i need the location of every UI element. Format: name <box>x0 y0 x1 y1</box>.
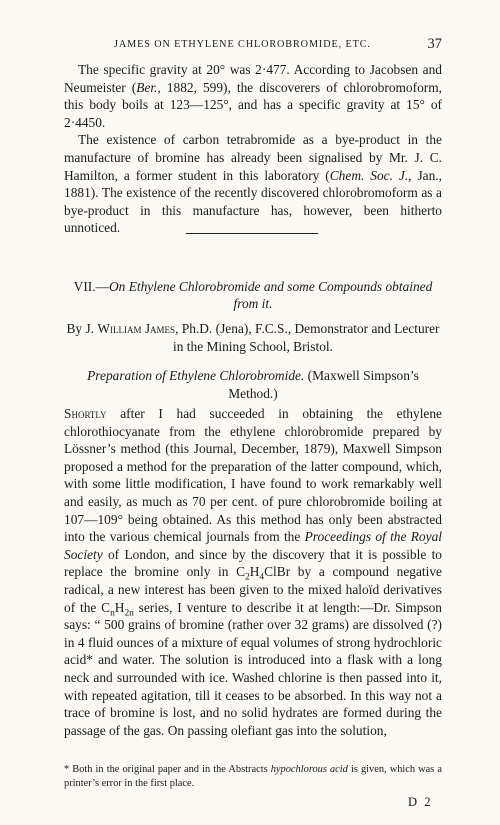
section-subtitle: Preparation of Ethylene Chlorobromide. (Maxwell Simpson’s Method.) <box>87 368 419 401</box>
page-number: 37 <box>427 36 442 52</box>
preceding-article-end <box>64 61 442 237</box>
paragraph-specific-gravity: The specific gravity at 20° was 2·477. According to Jacobsen and Neumeister (Ber., 1882, 599), the discoverers of chlorobromoform, this body boils at 123—125°, and has a specific gravity at 15° of 2·4450. <box>64 62 442 130</box>
article-title <box>64 278 442 312</box>
running-header <box>64 36 442 54</box>
drop-word: Shortly <box>64 406 107 421</box>
author-name: William James <box>97 321 176 336</box>
section-divider <box>186 233 318 234</box>
body-paragraph: Shortly after I had succeeded in obtaining the ethylene chlorothiocyanate from the ethylene chlorobromide prepared by Lössner’s method (this Journal, December, 1879), Maxwell Simpson proposed a method for the preparation of the latter compound, which, with some little modification, I have found to work remarkably well and easily, as much as 70 per cent. of pure chlorobromide boiling at 107—109° being obtained. As this method has only been abstracted into the various chemical journals from the Proceedings of the Royal Society of London, and since by the discovery that it is possible to replace the bromine only in $C_2H_4ClBr$ by a compound negative radical, a new interest has been given to the mixed haloïd derivatives of the $C_nH_{2n}$ series, I venture to describe it at length:—Dr. Simpson says: “ 500 grains of bromine (rather over 32 grams) are dissolved (?) in 4 fluid ounces of a mixture of equal volumes of strong hydrochloric acid* and water. The solution is introduced into a flask with a long neck and surrounded with ice. Washed chlorine is then passed into it, with repeated agitation, till it ceases to be absorbed. In this way not a trace of bromine is lost, and no solid hydrates are formed during the passage of the gas. On passing olefiant gas into the solution, <box>64 406 442 738</box>
article-title-text: On Ethylene Chlorobromide and some Compounds obtained from it. <box>108 279 433 311</box>
article-number: VII.— <box>73 279 109 294</box>
footnote: * Both in the original paper and in the Abstracts hypochlorous acid is given, which was a printer’s error in the first place. <box>64 764 443 789</box>
author-line: By J. William James, Ph.D. (Jena), F.C.S., Demonstrator and Lecturer in the Mining School, Bristol. <box>66 321 440 354</box>
signature-mark: D 2 <box>408 795 433 809</box>
paragraph-carbon-tetrabromide: The existence of carbon tetrabromide as a bye-product in the manufacture of bromine has already been signalised by Mr. J. C. Hamilton, a former student in this laboratory (Chem. Soc. J., Jan., 1881). The existence of the recently discovered chlorobromoform as a bye-product in this manufacture has, however, been hitherto unnoticed. <box>64 132 442 236</box>
article-body <box>64 405 442 739</box>
running-title: JAMES ON ETHYLENE CHLOROBROMIDE, ETC. <box>114 39 371 50</box>
journal-citation: Proceedings of the Royal Society <box>64 529 442 562</box>
